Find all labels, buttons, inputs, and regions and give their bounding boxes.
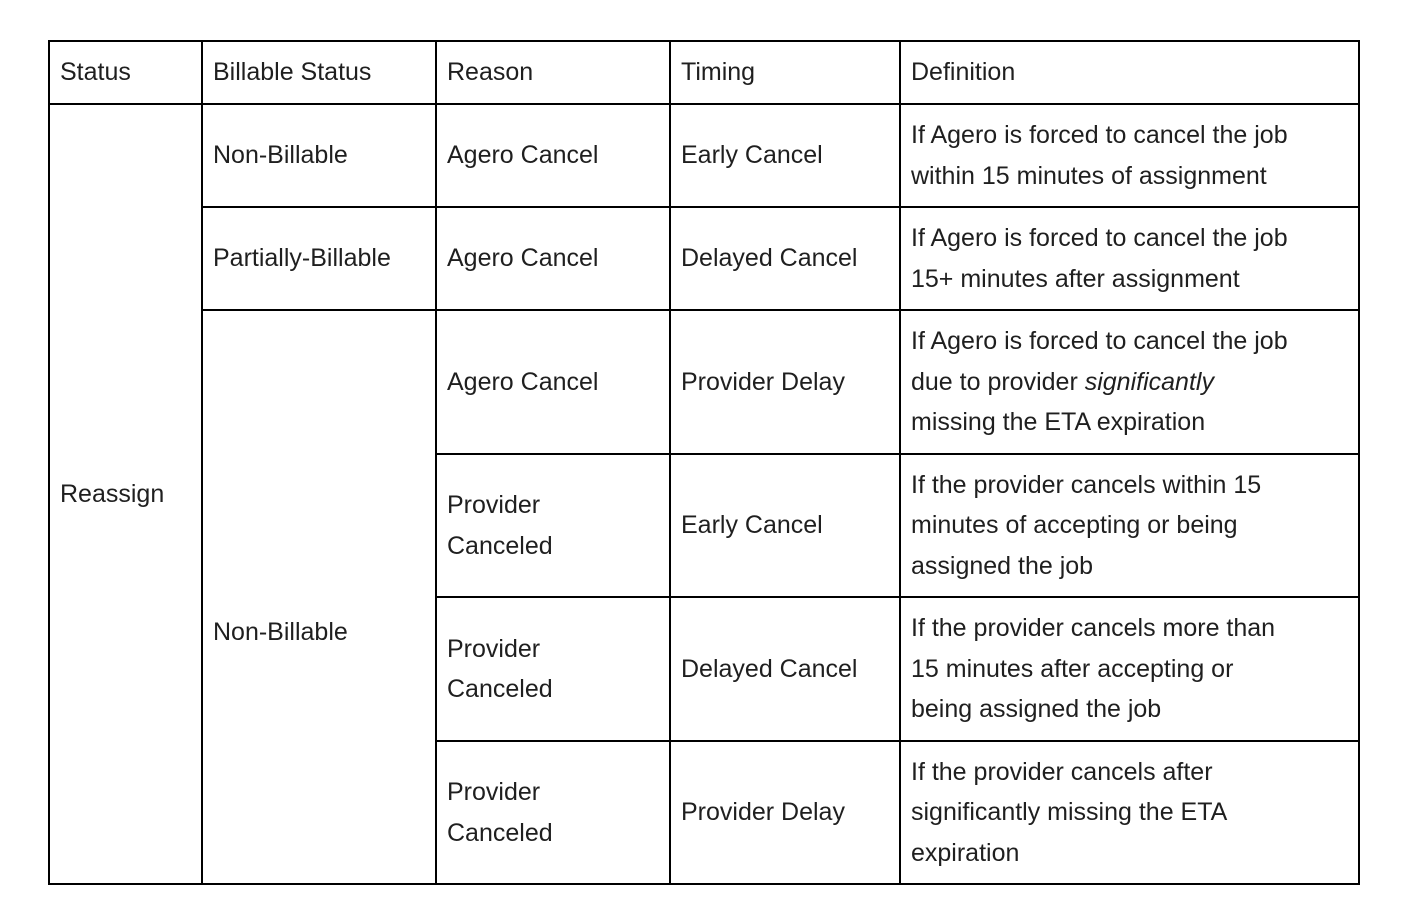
reason-cell (436, 104, 670, 207)
reason-text: Agero Cancel (447, 141, 599, 170)
reason-text: Canceled (447, 818, 553, 847)
definition-line: If Agero is forced to cancel the job (911, 224, 1288, 252)
timing-cell: Early Cancel (670, 454, 900, 597)
reason-text: Agero Cancel (447, 244, 599, 273)
definition-line: If Agero is forced to cancel the job (911, 327, 1288, 356)
definition-line: If the provider cancels within 15 (911, 470, 1262, 499)
definition-line: assigned the job (911, 551, 1094, 580)
status-cell: Reassign (49, 104, 202, 884)
definition-line: being assigned the job (911, 695, 1162, 724)
definition-cell (900, 741, 1359, 884)
header-row (49, 41, 1359, 104)
table-row (49, 207, 1359, 310)
billable-cell: Partially-Billable (202, 207, 436, 310)
definition-line: minutes of accepting or being (911, 511, 1238, 540)
header-timing: Timing (670, 41, 900, 104)
reason-text: Provider (447, 778, 541, 806)
timing-cell: Provider Delay (670, 310, 900, 454)
reason-text: Provider (447, 491, 541, 519)
table-row (49, 310, 1359, 454)
timing-cell: Delayed Cancel (670, 597, 900, 741)
reason-text: Agero Cancel (447, 367, 599, 396)
header-status: Status (49, 41, 202, 104)
header-reason: Reason (436, 41, 670, 104)
reason-text: Canceled (447, 531, 553, 560)
definition-cell (900, 454, 1359, 597)
definition-cell (900, 597, 1359, 741)
billable-cell: Non-Billable (202, 310, 436, 884)
definition-cell (900, 310, 1359, 454)
definition-line: If the provider cancels more than (911, 614, 1276, 643)
definition-line: If the provider cancels after (911, 757, 1213, 786)
reason-cell (436, 207, 670, 310)
definition-line: within 15 minutes of assignment (911, 161, 1267, 190)
timing-cell: Provider Delay (670, 741, 900, 884)
reason-text: Provider (447, 634, 541, 663)
timing-cell: Early Cancel (670, 104, 900, 207)
timing-cell: Delayed Cancel (670, 207, 900, 310)
definition-cell (900, 104, 1359, 207)
reason-cell (436, 454, 670, 597)
definition-line: 15+ minutes after assignment (911, 264, 1240, 293)
definition-line: If Agero is forced to cancel the job (911, 121, 1288, 149)
definition-line: expiration (911, 838, 1020, 867)
definition-line: significantly missing the ETA (911, 798, 1228, 827)
reason-text: Canceled (447, 675, 553, 703)
header-billable-status: Billable Status (202, 41, 436, 104)
billable-cell: Non-Billable (202, 104, 436, 207)
reason-cell (436, 597, 670, 741)
reason-cell (436, 741, 670, 884)
definition-cell (900, 207, 1359, 310)
definition-line: missing the ETA expiration (911, 408, 1206, 437)
table-row (49, 104, 1359, 207)
definition-text: due to provider (911, 367, 1085, 396)
reassign-status-table (48, 40, 1360, 885)
header-definition: Definition (900, 41, 1359, 104)
definition-line: 15 minutes after accepting or (911, 654, 1234, 683)
definition-emphasis: significantly (1084, 367, 1214, 396)
definition-line (911, 362, 1348, 403)
reason-cell (436, 310, 670, 454)
